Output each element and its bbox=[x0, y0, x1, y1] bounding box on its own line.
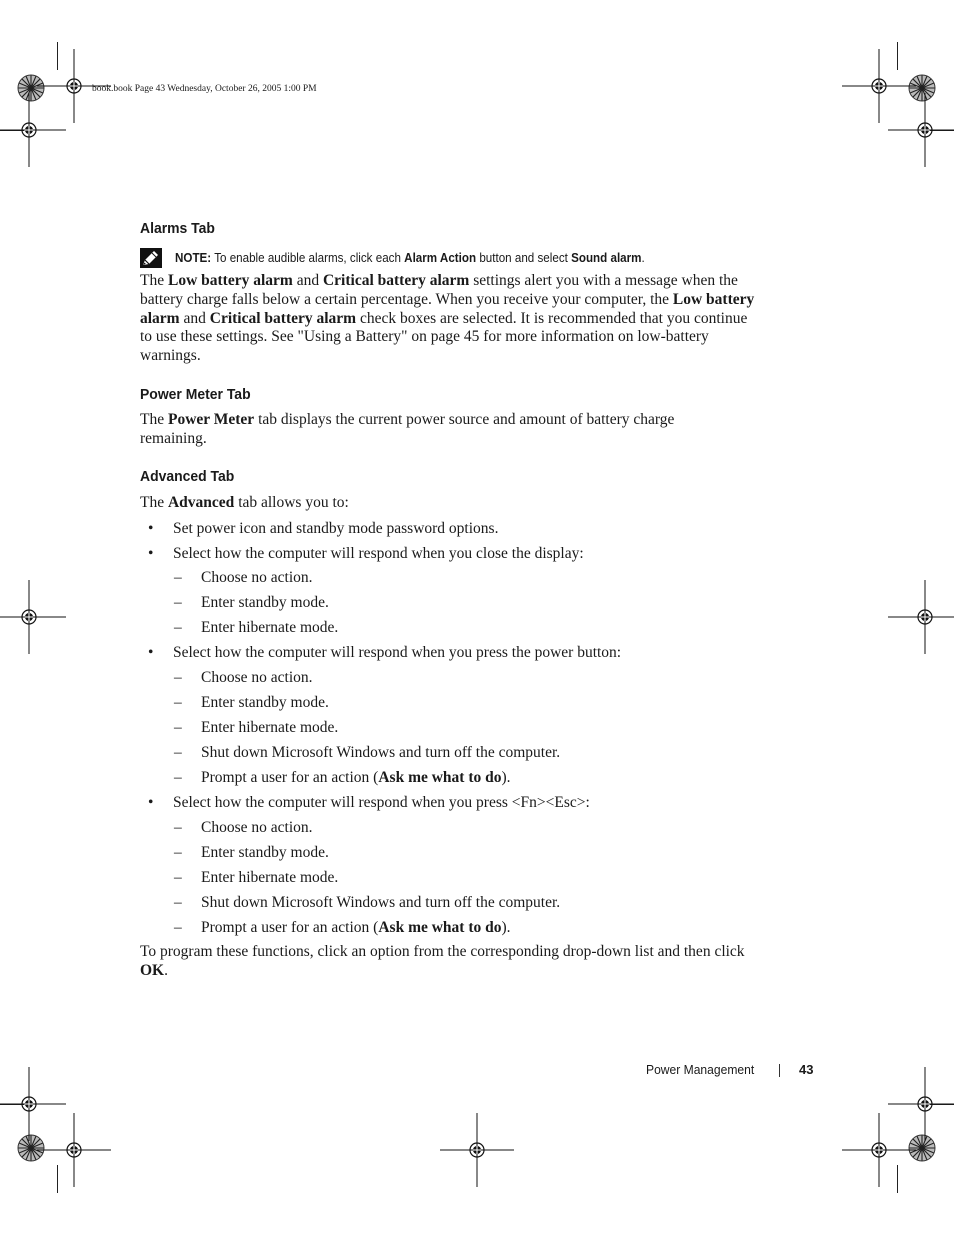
list-item-text: Shut down Microsoft Windows and turn off the computer. bbox=[201, 894, 561, 911]
dash-mark: – bbox=[174, 594, 182, 611]
list-item-text: Choose no action. bbox=[201, 569, 313, 586]
registration-crosshair-icon bbox=[842, 49, 916, 123]
dash-mark: – bbox=[174, 844, 182, 861]
dash-mark: – bbox=[174, 919, 182, 936]
bullet-mark: • bbox=[148, 794, 154, 811]
page-number: 43 bbox=[799, 1062, 814, 1077]
heading-power-meter-tab: Power Meter Tab bbox=[140, 386, 251, 403]
footer-section-title: Power Management bbox=[646, 1062, 755, 1077]
bullet-mark: • bbox=[148, 545, 154, 562]
list-item-text: Enter hibernate mode. bbox=[201, 869, 339, 886]
list-item-text: Enter standby mode. bbox=[201, 844, 329, 861]
text-run: tab displays the current power source and amount of battery charge remaining. bbox=[140, 411, 675, 447]
bold-critical-battery-alarm: Critical battery alarm bbox=[209, 309, 357, 327]
registration-star-icon bbox=[909, 1135, 935, 1161]
bold-low-battery-alarm: Low battery alarm bbox=[167, 272, 293, 289]
registration-crosshair-icon bbox=[0, 1067, 66, 1141]
registration-crosshair-icon bbox=[440, 1113, 514, 1187]
heading-alarms-tab: Alarms Tab bbox=[140, 220, 215, 237]
text-run: and bbox=[179, 309, 210, 327]
note-bold-alarm-action: Alarm Action bbox=[404, 251, 477, 265]
dash-mark: – bbox=[174, 894, 182, 911]
list-item-text: Enter hibernate mode. bbox=[201, 719, 339, 736]
text-run: settings alert you with a message when the battery charge falls below a certain percentage. When you receive your computer, the bbox=[140, 272, 738, 308]
bold-low-battery-alarm: Low battery alarm bbox=[140, 290, 755, 327]
list-item-text: Enter hibernate mode. bbox=[201, 619, 339, 636]
text-run: The bbox=[140, 411, 168, 428]
dash-mark: – bbox=[174, 769, 182, 786]
text-run: Prompt a user for an action ( bbox=[201, 919, 379, 936]
dash-mark: – bbox=[174, 719, 182, 736]
bold-power-meter: Power Meter bbox=[167, 411, 255, 428]
list-item-text: Select how the computer will respond when you press <Fn><Esc>: bbox=[173, 794, 590, 811]
note-label: NOTE: bbox=[175, 251, 212, 265]
bold-ok: OK bbox=[140, 961, 165, 979]
dash-mark: – bbox=[174, 744, 182, 761]
registration-crosshair-icon bbox=[888, 1067, 954, 1141]
list-item-text: Choose no action. bbox=[201, 819, 313, 836]
dash-mark: – bbox=[174, 619, 182, 636]
registration-crosshair-icon bbox=[37, 49, 111, 123]
registration-star-icon bbox=[18, 1135, 44, 1161]
bullet-mark: • bbox=[148, 644, 154, 661]
registration-crosshair-icon bbox=[0, 580, 66, 654]
registration-star-icon bbox=[909, 75, 935, 101]
dash-mark: – bbox=[174, 869, 182, 886]
registration-crosshair-icon bbox=[37, 1113, 111, 1187]
list-item-text: Enter standby mode. bbox=[201, 594, 329, 611]
text-run: tab allows you to: bbox=[234, 494, 349, 511]
registration-crosshair-icon bbox=[842, 1113, 916, 1187]
note-text-2: button and select bbox=[476, 251, 572, 265]
text-run: The bbox=[140, 494, 168, 511]
bold-ask-me-what-to-do: Ask me what to do bbox=[378, 919, 502, 936]
registration-crosshair-icon bbox=[888, 93, 954, 167]
dash-mark: – bbox=[174, 569, 182, 586]
text-run: ). bbox=[501, 919, 511, 936]
bold-critical-battery-alarm: Critical battery alarm bbox=[322, 272, 470, 289]
list-item-text: Set power icon and standby mode password options. bbox=[173, 520, 499, 537]
dash-mark: – bbox=[174, 694, 182, 711]
print-slug: book.book Page 43 Wednesday, October 26, 2005 1:00 PM bbox=[92, 84, 317, 94]
text-run: ). bbox=[501, 769, 511, 786]
bold-advanced: Advanced bbox=[167, 494, 235, 511]
heading-advanced-tab: Advanced Tab bbox=[140, 468, 235, 485]
text-run: check boxes are selected. It is recommended that you continue to use these settings. See "Using a Battery" on page 45 for more information on low-battery warnings. bbox=[140, 309, 748, 365]
registration-crosshair-icon bbox=[0, 93, 66, 167]
list-item-text: Enter standby mode. bbox=[201, 694, 329, 711]
text-run: . bbox=[164, 961, 168, 979]
note-text-3: . bbox=[641, 251, 645, 265]
registration-star-icon bbox=[18, 75, 44, 101]
note-bold-sound-alarm: Sound alarm bbox=[571, 251, 642, 265]
list-item-text: Select how the computer will respond when you press the power button: bbox=[173, 644, 622, 661]
dash-mark: – bbox=[174, 819, 182, 836]
text-run: Prompt a user for an action ( bbox=[201, 769, 379, 786]
text-run: and bbox=[292, 272, 323, 289]
bold-ask-me-what-to-do: Ask me what to do bbox=[378, 769, 502, 786]
text-run: The bbox=[140, 272, 168, 289]
text-run: To program these functions, click an option from the corresponding drop-down list and then click bbox=[140, 943, 745, 960]
list-item-text: Select how the computer will respond when you close the display: bbox=[173, 545, 584, 562]
list-item-text: Shut down Microsoft Windows and turn off the computer. bbox=[201, 744, 561, 761]
bullet-mark: • bbox=[148, 520, 154, 537]
note-text-1: To enable audible alarms, click each bbox=[211, 251, 405, 265]
registration-crosshair-icon bbox=[888, 580, 954, 654]
dash-mark: – bbox=[174, 669, 182, 686]
list-item-text: Choose no action. bbox=[201, 669, 313, 686]
